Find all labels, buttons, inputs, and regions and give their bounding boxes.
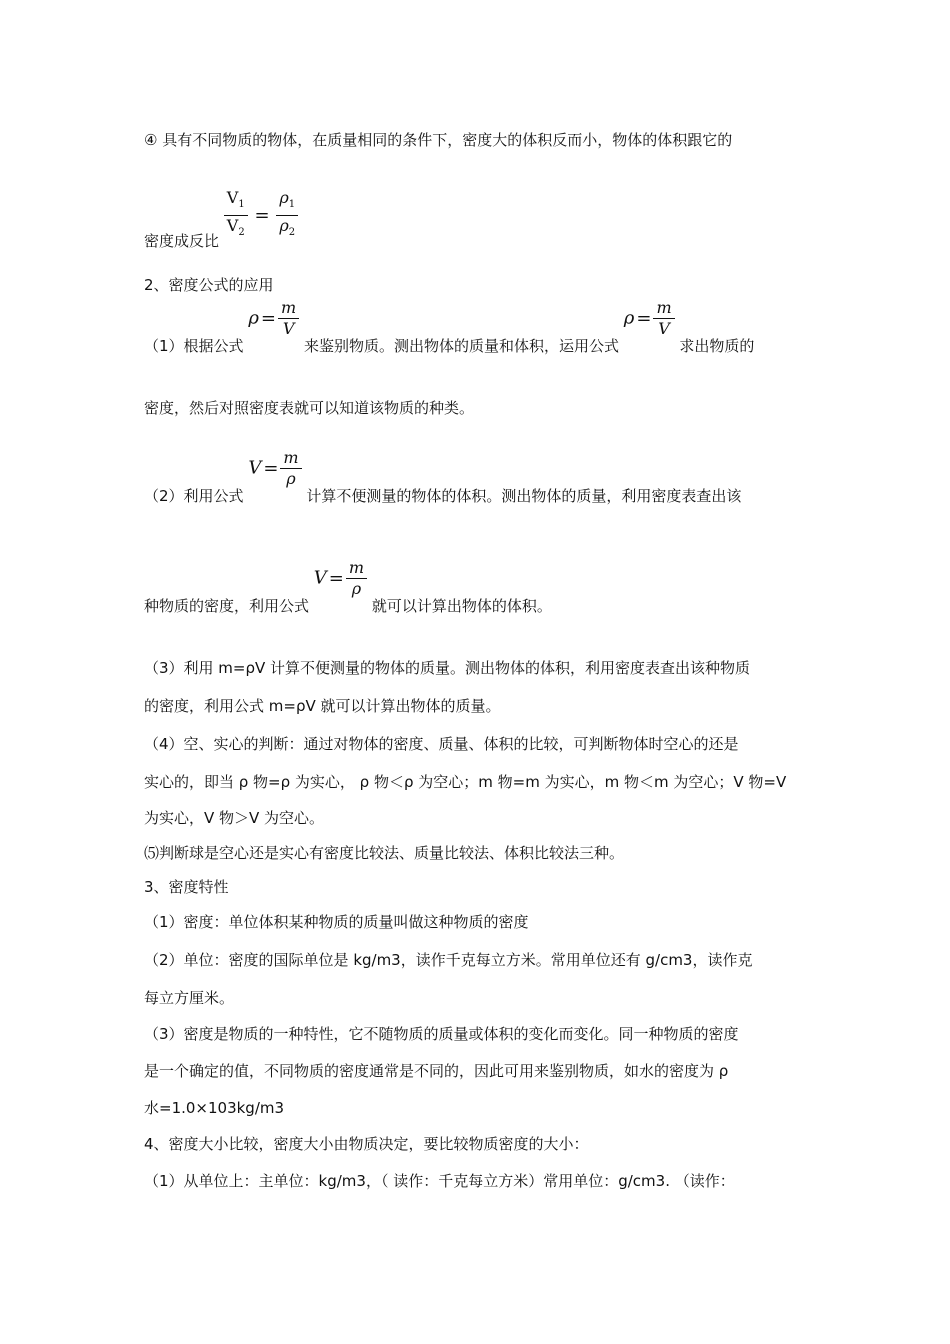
density-formula: ρ = $\frac{m}{V}$ xyxy=(248,298,299,339)
paragraph-line: （2）单位：密度的国际单位是 kg/m3，读作千克每立方米。常用单位还有 g/cm3，读作克 xyxy=(144,951,753,969)
paragraph-line: 水=1.0×103kg/m3 xyxy=(144,1099,285,1117)
paragraph-line: 的密度，利用公式 m=ρV 就可以计算出物体的质量。 xyxy=(144,697,501,715)
paragraph-line: （1）密度：单位体积某种物质的质量叫做这种物质的密度 xyxy=(144,913,529,931)
paragraph-line: 密度，然后对照密度表就可以知道该物质的种类。 xyxy=(144,399,475,417)
paragraph-line: ④ 具有不同物质的物体，在质量相同的条件下，密度大的体积反而小，物体的体积跟它的 xyxy=(144,131,733,149)
section-title: 2、密度公式的应用 xyxy=(144,276,274,294)
section-title: 3、密度特性 xyxy=(144,878,229,896)
volume-formula: V = $\frac{m}{\rho}$ xyxy=(314,558,367,599)
volume-formula: V = $\frac{m}{\rho}$ xyxy=(248,448,301,489)
paragraph-line: 是一个确定的值，不同物质的密度通常是不同的，因此可用来鉴别物质，如水的密度为 ρ xyxy=(144,1062,729,1080)
paragraph-line: 实心的，即当 ρ 物=ρ 为实心， ρ 物＜ρ 为空心；m 物=m 为实心，m 物＜m 为空心；V 物=V xyxy=(144,773,787,791)
paragraph-line: 每立方厘米。 xyxy=(144,989,235,1007)
paragraph-line: （4）空、实心的判断：通过对物体的密度、质量、体积的比较，可判断物体时空心的还是 xyxy=(144,735,739,753)
ratio-line xyxy=(144,188,298,251)
density-ratio-fraction: $\frac{\rho_1}{\rho_2}$ xyxy=(276,188,298,243)
density-formula: ρ = $\frac{m}{V}$ xyxy=(624,298,675,339)
section-title: 4、密度大小比较，密度大小由物质决定，要比较物质密度的大小： xyxy=(144,1135,589,1153)
equals-sign: = xyxy=(254,204,270,226)
paragraph-line: 为实心，V 物＞V 为空心。 xyxy=(144,809,325,827)
paragraph-line: （3）密度是物质的一种特性，它不随物质的质量或体积的变化而变化。同一种物质的密度 xyxy=(144,1025,739,1043)
formula-line-2: （2）利用公式 V = $\frac{m}{\rho}$ 计算不便测量的物体的体积。测出物体的质量，利用密度表查出该 xyxy=(144,448,742,505)
volume-ratio-fraction: $\frac{V_1}{V_2}$ xyxy=(224,188,248,243)
paragraph-text: 密度成反比 xyxy=(144,232,220,251)
paragraph-line: ⑸判断球是空心还是实心有密度比较法、质量比较法、体积比较法三种。 xyxy=(144,844,625,862)
paragraph-line: （3）利用 m=ρV 计算不便测量的物体的质量。测出物体的体积，利用密度表查出该种物质 xyxy=(144,659,751,677)
paragraph-line: （1）从单位上：主单位：kg/m3，（ 读作：千克每立方米）常用单位：g/cm3. （读作： xyxy=(144,1172,735,1190)
formula-line-3: 种物质的密度，利用公式 V = $\frac{m}{\rho}$ 就可以计算出物体的体积。 xyxy=(144,558,552,615)
formula-line-1: （1）根据公式 ρ = $\frac{m}{V}$ 来鉴别物质。测出物体的质量和体积，运用公式 ρ = $\frac{m}{V}$ 求出物质的 xyxy=(144,298,755,355)
